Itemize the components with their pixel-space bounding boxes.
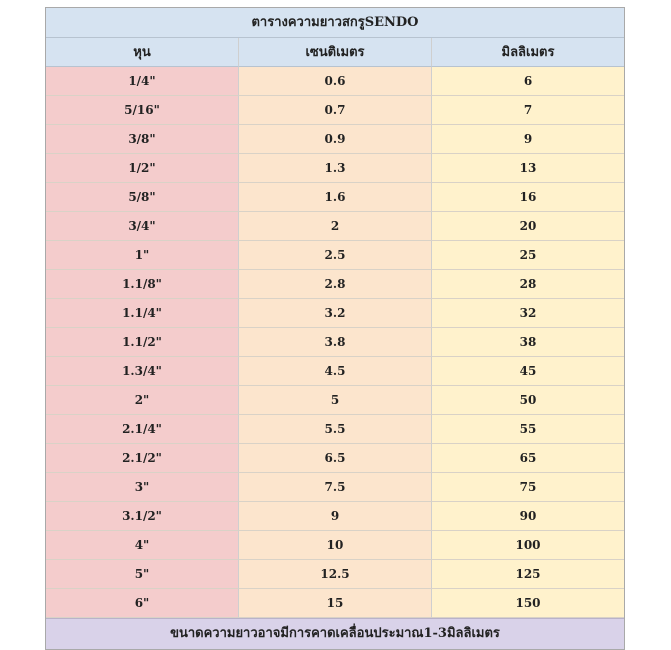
cell-hun: 1.1/2" [46,328,239,357]
cell-millimeter: 90 [432,502,624,531]
cell-centimeter: 6.5 [239,444,432,473]
table-row [46,241,624,270]
cell-centimeter: 5.5 [239,415,432,444]
cell-hun: 3/4" [46,212,239,241]
screw-length-table [45,7,625,650]
cell-millimeter: 32 [432,299,624,328]
header-millimeter: มิลลิเมตร [432,38,624,67]
cell-centimeter: 1.6 [239,183,432,212]
cell-hun: 3/8" [46,125,239,154]
table-row [46,67,624,96]
cell-centimeter: 0.6 [239,67,432,96]
cell-centimeter: 1.3 [239,154,432,183]
cell-hun: 3.1/2" [46,502,239,531]
cell-centimeter: 5 [239,386,432,415]
table-header-row [46,38,624,67]
cell-hun: 6" [46,589,239,618]
cell-millimeter: 13 [432,154,624,183]
cell-millimeter: 45 [432,357,624,386]
cell-hun: 1" [46,241,239,270]
cell-millimeter: 75 [432,473,624,502]
cell-hun: 1.1/4" [46,299,239,328]
cell-hun: 5/16" [46,96,239,125]
cell-hun: 1/4" [46,67,239,96]
cell-centimeter: 0.9 [239,125,432,154]
cell-centimeter: 2 [239,212,432,241]
cell-hun: 1.1/8" [46,270,239,299]
table-row [46,328,624,357]
cell-centimeter: 3.8 [239,328,432,357]
table-row [46,531,624,560]
cell-hun: 3" [46,473,239,502]
cell-hun: 2.1/4" [46,415,239,444]
table-row [46,560,624,589]
cell-centimeter: 10 [239,531,432,560]
table-body [46,67,624,618]
cell-hun: 1.3/4" [46,357,239,386]
cell-millimeter: 20 [432,212,624,241]
cell-centimeter: 15 [239,589,432,618]
cell-hun: 2" [46,386,239,415]
cell-millimeter: 50 [432,386,624,415]
cell-hun: 2.1/2" [46,444,239,473]
cell-millimeter: 100 [432,531,624,560]
cell-millimeter: 7 [432,96,624,125]
cell-centimeter: 0.7 [239,96,432,125]
cell-centimeter: 4.5 [239,357,432,386]
cell-centimeter: 3.2 [239,299,432,328]
header-hun: หุน [46,38,239,67]
table-row [46,589,624,618]
cell-millimeter: 16 [432,183,624,212]
cell-millimeter: 125 [432,560,624,589]
cell-centimeter: 9 [239,502,432,531]
cell-millimeter: 25 [432,241,624,270]
table-footer-note: ขนาดความยาวอาจมีการคาดเคลื่อนประมาณ1-3มิลลิเมตร [46,618,624,649]
cell-hun: 5/8" [46,183,239,212]
table-row [46,502,624,531]
cell-hun: 1/2" [46,154,239,183]
cell-millimeter: 150 [432,589,624,618]
cell-hun: 4" [46,531,239,560]
table-row [46,415,624,444]
cell-millimeter: 55 [432,415,624,444]
table-row [46,96,624,125]
cell-centimeter: 2.5 [239,241,432,270]
table-row [46,473,624,502]
table-row [46,125,624,154]
table-row [46,386,624,415]
cell-centimeter: 2.8 [239,270,432,299]
table-row [46,299,624,328]
cell-millimeter: 6 [432,67,624,96]
cell-millimeter: 38 [432,328,624,357]
table-row [46,154,624,183]
cell-millimeter: 65 [432,444,624,473]
cell-centimeter: 7.5 [239,473,432,502]
table-title: ตารางความยาวสกรูSENDO [46,8,624,38]
table-row [46,183,624,212]
cell-hun: 5" [46,560,239,589]
table-row [46,357,624,386]
cell-millimeter: 9 [432,125,624,154]
table-row [46,444,624,473]
header-centimeter: เซนติเมตร [239,38,432,67]
cell-centimeter: 12.5 [239,560,432,589]
cell-millimeter: 28 [432,270,624,299]
table-row [46,270,624,299]
table-row [46,212,624,241]
